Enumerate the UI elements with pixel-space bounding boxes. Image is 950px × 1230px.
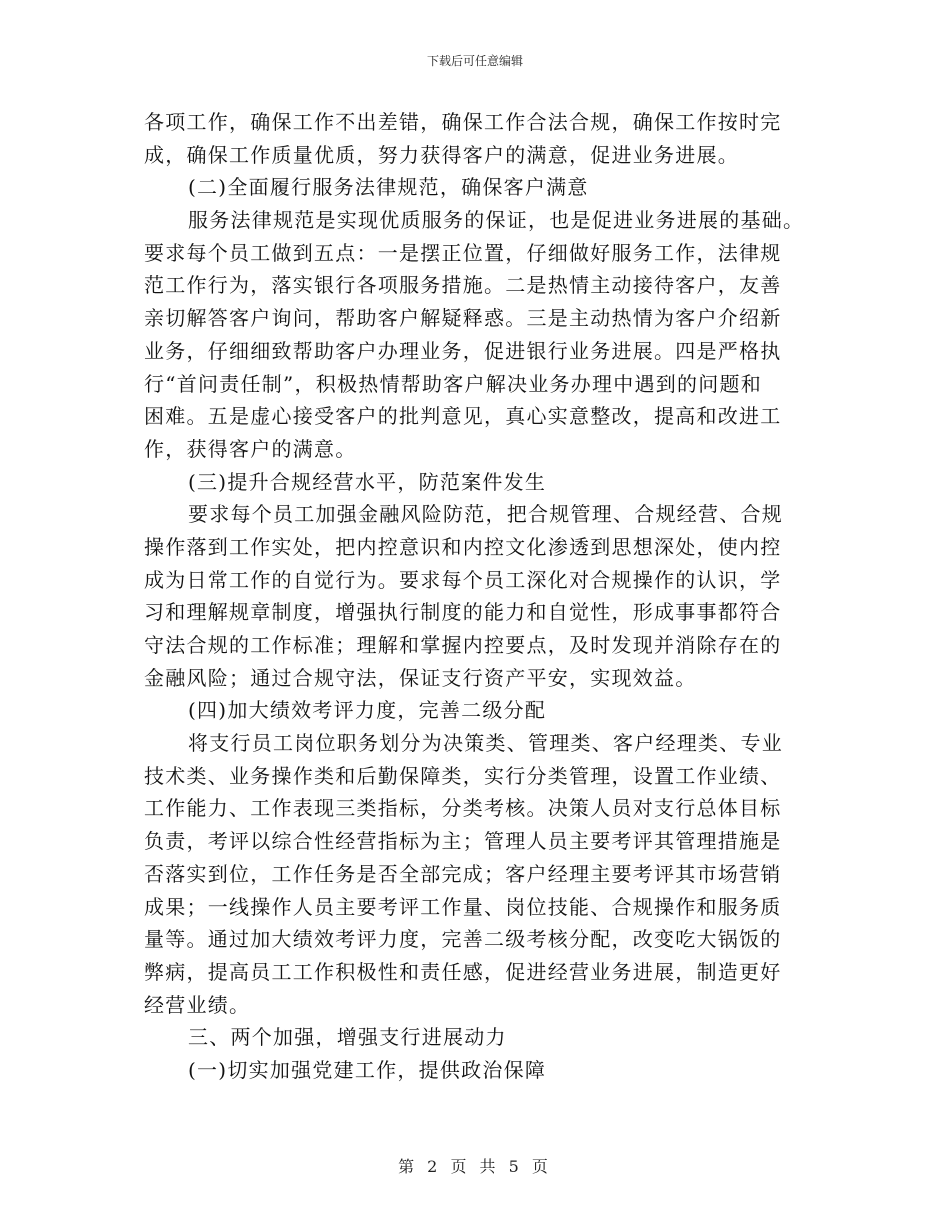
text-line: 困难。五是虚心接受客户的批判意见，真心实意整改，提高和改进工: [144, 404, 782, 429]
text-line: 习和理解规章制度，增强执行制度的能力和自觉性，形成事事都符合: [144, 600, 782, 625]
document-body: [144, 106, 809, 1087]
text-line: 经营业绩。: [144, 992, 251, 1017]
text-line: 业务，仔细细致帮助客户办理业务，促进银行业务进展。四是严格执: [144, 338, 782, 363]
text-line: 各项工作，确保工作不出差错，确保工作合法合规，确保工作按时完: [144, 110, 782, 134]
section-heading: (一)切实加强党建工作，提供政治保障: [188, 1057, 547, 1082]
paragraph-start: 要求每个员工加强金融风险防范，把合规管理、合规经营、合规: [188, 502, 783, 527]
text-line: 成，确保工作质量优质，努力获得客户的满意，促进业务进展。: [144, 142, 739, 167]
section-heading: (四)加大绩效考评力度，完善二级分配: [188, 698, 547, 723]
page-header: 下载后可任意编辑: [426, 54, 523, 68]
text-line: 成为日常工作的自觉行为。要求每个员工深化对合规操作的认识，学: [144, 567, 782, 592]
text-line: 技术类、业务操作类和后勤保障类，实行分类管理，设置工作业绩、: [144, 763, 782, 788]
section-heading: (三)提升合规经营水平，防范案件发生: [188, 469, 547, 494]
page-footer: 第 2 页 共 5 页: [398, 1157, 552, 1176]
paragraph-start: 服务法律规范是实现优质服务的保证，也是促进业务进展的基础。: [188, 208, 805, 233]
text-line: 亲切解答客户询问，帮助客户解疑释惑。三是主动热情为客户介绍新: [144, 306, 782, 331]
text-line: 负责，考评以综合性经营指标为主；管理人员主要考评其管理措施是: [144, 829, 782, 854]
text-line: 行“首问责任制”，积极热情帮助客户解决业务办理中遇到的问题和: [144, 371, 762, 396]
text-line: 金融风险；通过合规守法，保证支行资产平安，实现效益。: [144, 665, 697, 690]
text-line: 成果；一线操作人员主要考评工作量、岗位技能、合规操作和服务质: [144, 894, 782, 919]
text-line: 守法合规的工作标准；理解和掌握内控要点，及时发现并消除存在的: [144, 633, 782, 657]
text-line: 弊病，提高员工工作积极性和责任感，促进经营业务进展，制造更好: [144, 959, 782, 984]
text-line: 要求每个员工做到五点：一是摆正位置，仔细做好服务工作，法律规: [144, 240, 782, 265]
text-line: 操作落到工作实处，把内控意识和内控文化渗透到思想深处，使内控: [144, 534, 782, 559]
section-heading: 三、两个加强，增强支行进展动力: [188, 1025, 507, 1050]
text-line: 工作能力、工作表现三类指标，分类考核。决策人员对支行总体目标: [144, 796, 782, 821]
text-line: 量等。通过加大绩效考评力度，完善二级考核分配，改变吃大锅饭的: [144, 927, 782, 952]
text-line: 否落实到位，工作任务是否全部完成；客户经理主要考评其市场营销: [144, 861, 782, 886]
text-line: 范工作行为，落实银行各项服务措施。二是热情主动接待客户，友善: [144, 273, 782, 298]
paragraph-start: 将支行员工岗位职务划分为决策类、管理类、客户经理类、专业: [188, 731, 783, 756]
text-line: 作，获得客户的满意。: [144, 436, 357, 461]
section-heading: (二)全面履行服务法律规范，确保客户满意: [188, 175, 589, 200]
